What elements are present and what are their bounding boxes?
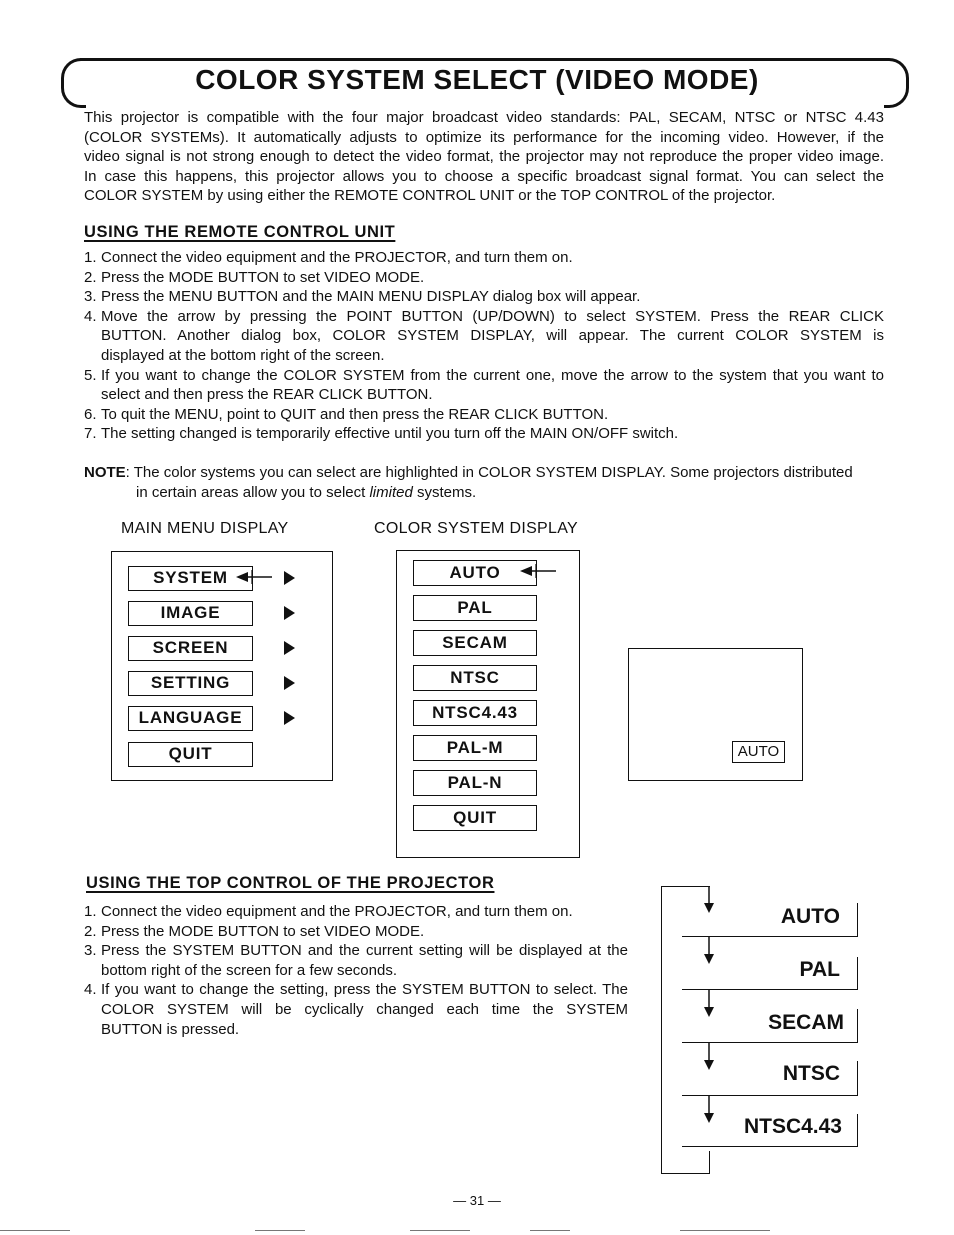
intro-line: In case this happens, this projector allows you to choose a specific broadcast signal format. You can select the <box>84 167 884 185</box>
top-control-heading: USING THE TOP CONTROL OF THE PROJECTOR <box>86 874 495 892</box>
color-item-auto[interactable]: AUTO <box>413 560 537 586</box>
menu-item-quit[interactable]: QUIT <box>128 742 253 767</box>
page-number: — 31 — <box>453 1193 501 1208</box>
scan-artifact <box>680 1230 770 1231</box>
remote-steps <box>84 248 884 444</box>
note-emphasis: limited <box>369 483 413 501</box>
submenu-arrow-icon <box>284 606 295 620</box>
intro-line: This projector is compatible with the four major broadcast video standards: PAL, SECAM, NTSC or NTSC 4.43 <box>84 109 884 126</box>
intro-line: video signal is not strong enough to detect the video format, the projector may not reproduce the proper video image. <box>84 148 884 166</box>
cycle-label-ntsc: NTSC <box>782 1062 840 1085</box>
title-rule <box>80 58 888 61</box>
pointer-arrow-icon <box>516 562 560 582</box>
main-menu-caption: MAIN MENU DISPLAY <box>121 520 289 537</box>
down-arrow-icon <box>703 990 715 1018</box>
menu-item-image[interactable]: IMAGE <box>128 601 253 626</box>
intro-line: (COLOR SYSTEMs). It automatically adjusts to optimize its performance for the incoming video. However, if the <box>84 128 884 146</box>
list-item: 1. Connect the video equipment and the PROJECTOR, and turn them on. <box>84 249 573 266</box>
cycle-diagram <box>660 885 900 1175</box>
scan-artifact <box>530 1230 570 1231</box>
note-text: : The color systems you can select are highlighted in COLOR SYSTEM DISPLAY. Some projectors distributed <box>125 464 853 481</box>
list-item: 4. Move the arrow by pressing the POINT BUTTON (UP/DOWN) to select SYSTEM. Press the REAR CLICK BUTTON. Another dialog box, COLOR SYSTEM DISPLAY, will appear. The current COLOR SYSTEM is displayed at the bottom right of the screen. <box>84 307 884 364</box>
note: NOTE: The color systems you can select are highlighted in COLOR SYSTEM DISPLAY. Some projectors distributed in certain areas allow you to select limited systems. <box>84 464 853 501</box>
color-item-secam[interactable]: SECAM <box>413 630 537 656</box>
color-item-pal-n[interactable]: PAL-N <box>413 770 537 796</box>
list-item: 6. To quit the MENU, point to QUIT and then press the REAR CLICK BUTTON. <box>84 405 609 423</box>
list-item: 3. Press the MENU BUTTON and the MAIN MENU DISPLAY dialog box will appear. <box>84 288 641 306</box>
cycle-label-pal: PAL <box>799 958 840 981</box>
cycle-label-auto: AUTO <box>780 905 840 928</box>
list-item: 7. The setting changed is temporarily effective until you turn off the MAIN ON/OFF switch. <box>84 425 679 443</box>
menu-item-language[interactable]: LANGUAGE <box>128 706 253 731</box>
list-item: 2. Press the MODE BUTTON to set VIDEO MODE. <box>84 268 425 286</box>
note-label: NOTE <box>84 464 126 481</box>
scan-artifact <box>410 1230 470 1231</box>
down-arrow-icon <box>703 1096 715 1124</box>
pointer-arrow-icon <box>232 568 276 588</box>
list-item: 2. Press the MODE BUTTON to set VIDEO MODE. <box>84 922 425 940</box>
color-item-quit[interactable]: QUIT <box>413 805 537 831</box>
top-control-steps <box>84 902 628 1039</box>
remote-heading: USING THE REMOTE CONTROL UNIT <box>84 223 396 241</box>
current-system-indicator: AUTO <box>732 741 785 763</box>
scan-artifact <box>255 1230 305 1231</box>
intro-paragraph <box>84 108 884 206</box>
submenu-arrow-icon <box>284 641 295 655</box>
page-title: COLOR SYSTEM SELECT (VIDEO MODE) <box>195 64 759 95</box>
down-arrow-icon <box>703 1043 715 1071</box>
color-item-pal-m[interactable]: PAL-M <box>413 735 537 761</box>
submenu-arrow-icon <box>284 711 295 725</box>
menu-item-setting[interactable]: SETTING <box>128 671 253 696</box>
cycle-label-secam: SECAM <box>768 1011 844 1034</box>
submenu-arrow-icon <box>284 571 295 585</box>
down-arrow-icon <box>703 886 715 914</box>
menu-item-system[interactable]: SYSTEM <box>128 566 253 591</box>
list-item: 3. Press the SYSTEM BUTTON and the current setting will be displayed at the bottom right of the screen for a few seconds. <box>84 942 628 979</box>
cycle-label-ntsc443: NTSC4.43 <box>743 1115 842 1138</box>
color-item-ntsc[interactable]: NTSC <box>413 665 537 691</box>
down-arrow-icon <box>703 937 715 965</box>
menu-item-screen[interactable]: SCREEN <box>128 636 253 661</box>
submenu-arrow-icon <box>284 676 295 690</box>
scan-artifact <box>0 1230 70 1231</box>
list-item: 1. Connect the video equipment and the PROJECTOR, and turn them on. <box>84 903 573 920</box>
color-item-pal[interactable]: PAL <box>413 595 537 621</box>
intro-line: COLOR SYSTEM by using either the REMOTE CONTROL UNIT or the TOP CONTROL of the projector. <box>84 187 776 205</box>
color-menu-caption: COLOR SYSTEM DISPLAY <box>374 520 578 537</box>
color-item-ntsc443[interactable]: NTSC4.43 <box>413 700 537 726</box>
list-item: 5. If you want to change the COLOR SYSTEM from the current one, move the arrow to the system that you want to select and then press the REAR CLICK BUTTON. <box>84 366 884 404</box>
list-item: 4. If you want to change the setting, press the SYSTEM BUTTON to select. The COLOR SYSTEM will be cyclically changed each time the SYSTEM BUTTON is pressed. <box>84 981 628 1038</box>
